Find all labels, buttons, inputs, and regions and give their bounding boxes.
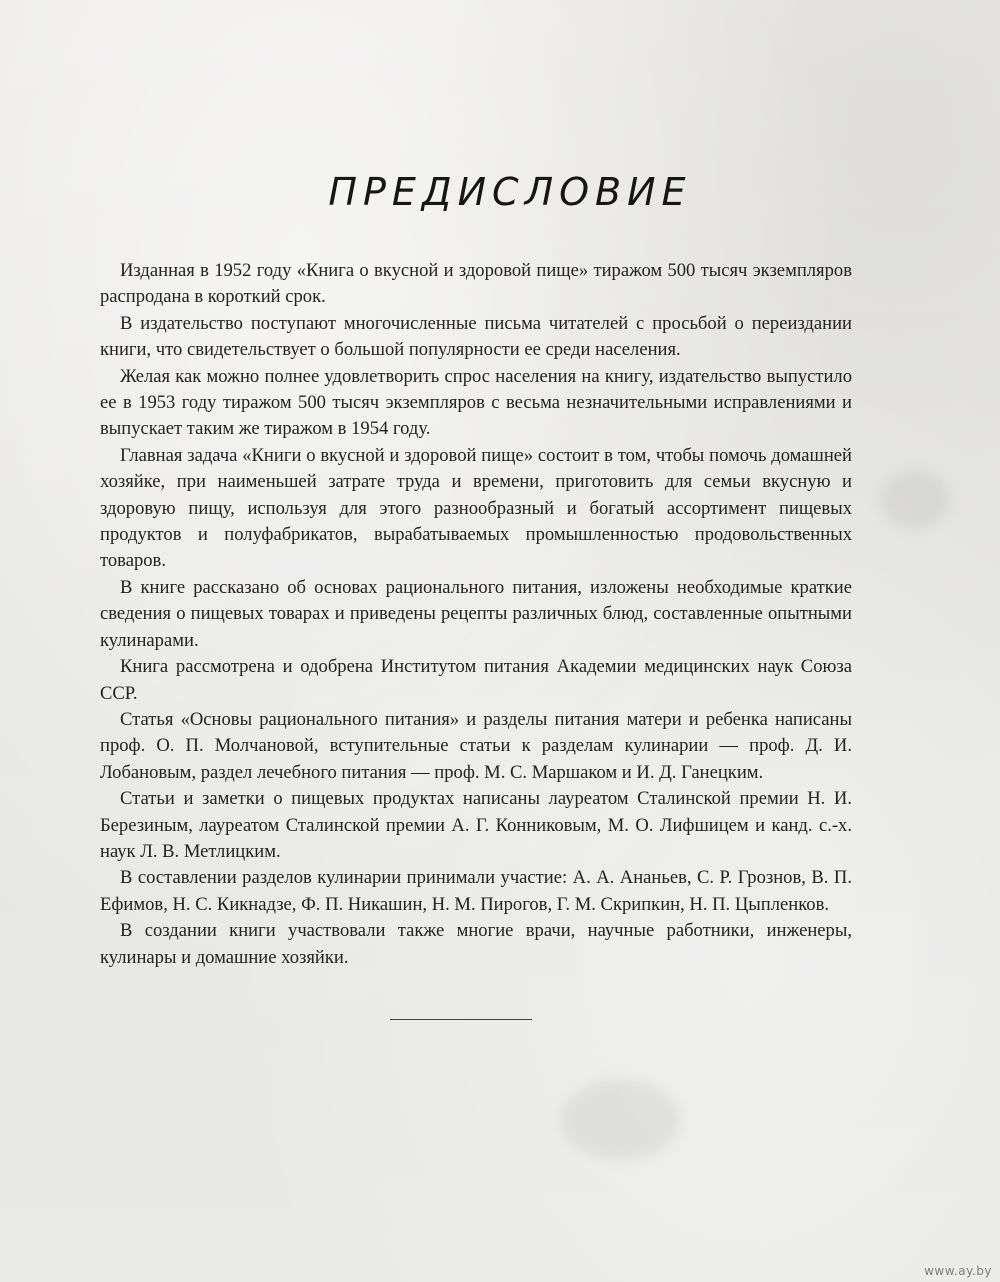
paragraph: Главная задача «Книги о вкусной и здоровой пище» состоит в том, чтобы помочь домашней хозяйке, при наименьшей затрате труда и времени, приготовить для семьи вкусную и здоровую пищу, используя для этого разнообразный и богатый ассортимент пищевых продуктов и полуфабрикатов, вырабатываемых промышленностью продовольственных товаров.: [100, 444, 852, 572]
page-title: ПРЕДИСЛОВИЕ: [328, 170, 692, 214]
section-divider: [390, 1019, 532, 1020]
paragraph: В издательство поступают многочисленные письма читателей с просьбой о переиздании книги, что свидетельствует о большой популярности ее среди населения.: [100, 312, 852, 361]
paragraph: Желая как можно полнее удовлетворить спрос населения на книгу, издательство выпустило ее в 1953 году тиражом 500 тысяч экземпляров с весьма незначительными исправлениями и выпускает таким же тиражом в 1954 году.: [100, 365, 852, 440]
watermark: www.ay.by: [924, 1264, 992, 1278]
paragraph: Статья «Основы рационального питания» и разделы питания матери и ребенка написаны проф. О. П. Молчановой, вступительные статьи к разделам кулинарии — проф. Д. И. Лобановым, раздел лечебного питания — проф. М. С. Маршаком и И. Д. Ганецким.: [100, 708, 852, 783]
paragraph: В создании книги участвовали также многие врачи, научные работники, инженеры, кулинары и домашние хозяйки.: [100, 920, 852, 968]
paragraph: Изданная в 1952 году «Книга о вкусной и здоровой пище» тиражом 500 тысяч экземпляров распродана в короткий срок.: [100, 260, 852, 308]
paragraph: В книге рассказано об основах рационального питания, изложены необходимые краткие сведения о пищевых товарах и приведены рецепты различных блюд, составленные опытными кулинарами.: [100, 576, 852, 651]
paper-stain: [560, 1080, 680, 1160]
paper-stain: [880, 470, 950, 530]
paragraph: В составлении разделов кулинарии принимали участие: А. А. Ананьев, С. Р. Грознов, В. П. Ефимов, Н. С. Кикнадзе, Ф. П. Никашин, Н. М. Пирогов, Г. М. Скрипкин, Н. П. Цыпленков.: [100, 867, 852, 915]
paragraph: Статьи и заметки о пищевых продуктах написаны лауреатом Сталинской премии Н. И. Березиным, лауреатом Сталинской премии А. Г. Конниковым, М. О. Лифшицем и канд. с.-х. наук Л. В. Метлицким.: [100, 788, 852, 862]
paragraph: Книга рассмотрена и одобрена Институтом питания Академии медицинских наук Союза ССР.: [100, 656, 852, 704]
preface-body: [100, 258, 852, 971]
